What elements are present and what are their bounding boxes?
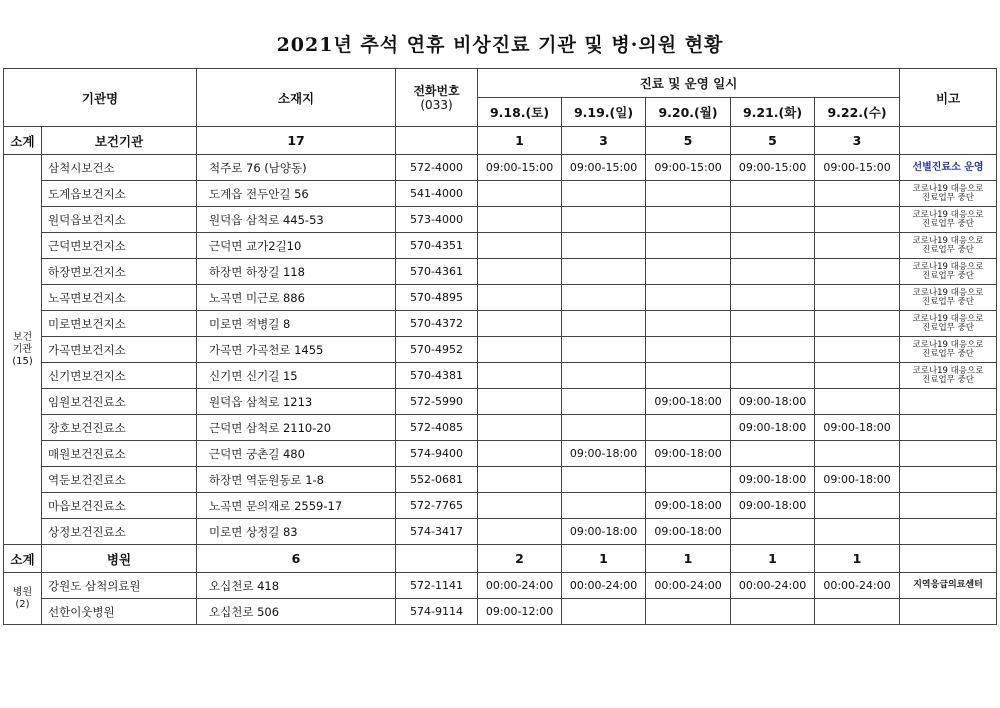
schedule-cell xyxy=(731,259,815,285)
schedule-cell: 09:00-18:00 xyxy=(646,493,731,519)
remarks-line: 코로나19 대응으로 xyxy=(912,183,984,194)
group-label-line: 병원 xyxy=(12,586,33,598)
health-group-label xyxy=(4,155,42,545)
schedule-cell: 09:00-15:00 xyxy=(478,155,562,181)
org-address: 척주로 76 (남양동) xyxy=(197,155,396,181)
org-name: 강원도 삼척의료원 xyxy=(42,573,197,599)
schedule-cell xyxy=(815,207,900,233)
org-phone: 541-4000 xyxy=(396,181,478,207)
org-phone: 572-5990 xyxy=(396,389,478,415)
org-phone: 574-9114 xyxy=(396,599,478,625)
schedule-cell: 09:00-15:00 xyxy=(815,155,900,181)
schedule-cell xyxy=(646,363,731,389)
org-phone: 573-4000 xyxy=(396,207,478,233)
remarks-line: 진료업무 중단 xyxy=(922,348,974,359)
remarks-cell xyxy=(900,493,997,519)
schedule-cell xyxy=(562,337,646,363)
health-subtotal-row xyxy=(4,127,997,155)
org-address: 신기면 신기길 15 xyxy=(197,363,396,389)
remarks-cell xyxy=(900,389,997,415)
schedule-cell xyxy=(731,599,815,625)
table-row xyxy=(4,337,997,363)
schedule-cell xyxy=(562,311,646,337)
remarks-line: 코로나19 대응으로 xyxy=(912,209,984,220)
header-phone-label: 전화번호 xyxy=(413,83,460,98)
schedule-cell xyxy=(815,285,900,311)
daily-count: 1 xyxy=(815,545,900,573)
group-label-line: 보건 xyxy=(12,331,33,343)
header-location: 소재지 xyxy=(197,69,396,127)
schedule-cell xyxy=(478,233,562,259)
org-name: 장호보건진료소 xyxy=(42,415,197,441)
schedule-cell xyxy=(815,599,900,625)
group-label-line: (15) xyxy=(12,355,33,367)
org-address: 오십천로 506 xyxy=(197,599,396,625)
org-name: 마읍보건진료소 xyxy=(42,493,197,519)
schedule-cell xyxy=(478,467,562,493)
schedule-cell xyxy=(478,441,562,467)
org-name: 삼척시보건소 xyxy=(42,155,197,181)
schedule-cell xyxy=(646,233,731,259)
schedule-cell xyxy=(815,233,900,259)
org-address: 오십천로 418 xyxy=(197,573,396,599)
header-schedule: 진료 및 운영 일시 xyxy=(478,69,900,98)
schedule-cell: 09:00-18:00 xyxy=(646,389,731,415)
daily-count: 3 xyxy=(562,127,646,155)
remarks-cell xyxy=(900,599,997,625)
org-address: 미로면 상정길 83 xyxy=(197,519,396,545)
schedule-cell xyxy=(478,311,562,337)
schedule-cell xyxy=(478,259,562,285)
table-row xyxy=(4,311,997,337)
schedule-cell xyxy=(562,467,646,493)
schedule-cell: 09:00-18:00 xyxy=(731,493,815,519)
org-name: 가곡면보건지소 xyxy=(42,337,197,363)
table-row xyxy=(4,181,997,207)
table-row xyxy=(4,389,997,415)
remarks-cell xyxy=(900,519,997,545)
schedule-cell xyxy=(562,363,646,389)
table-row xyxy=(4,155,997,181)
schedule-cell: 09:00-12:00 xyxy=(478,599,562,625)
schedule-cell: 09:00-15:00 xyxy=(731,155,815,181)
table-row xyxy=(4,207,997,233)
schedule-cell xyxy=(646,311,731,337)
subtotal-label: 소계 xyxy=(4,545,42,573)
remarks-cell xyxy=(900,181,997,207)
table-row xyxy=(4,467,997,493)
table-row xyxy=(4,415,997,441)
remarks-cell: 지역응급의료센터 xyxy=(900,573,997,599)
org-phone: 552-0681 xyxy=(396,467,478,493)
schedule-cell: 09:00-18:00 xyxy=(731,415,815,441)
schedule-cell xyxy=(815,363,900,389)
remarks-cell xyxy=(900,441,997,467)
remarks-cell xyxy=(900,259,997,285)
org-name: 원덕읍보건지소 xyxy=(42,207,197,233)
category-count: 17 xyxy=(197,127,396,155)
schedule-cell xyxy=(646,415,731,441)
schedule-cell xyxy=(646,259,731,285)
schedule-cell xyxy=(562,259,646,285)
remarks-cell xyxy=(900,337,997,363)
schedule-cell xyxy=(478,493,562,519)
schedule-cell xyxy=(815,311,900,337)
daily-count: 1 xyxy=(562,545,646,573)
remarks-cell xyxy=(900,467,997,493)
org-phone: 574-3417 xyxy=(396,519,478,545)
schedule-cell: 09:00-18:00 xyxy=(562,519,646,545)
schedule-cell: 00:00-24:00 xyxy=(731,573,815,599)
emergency-clinic-table xyxy=(3,68,997,625)
hospital-subtotal-row xyxy=(4,545,997,573)
schedule-cell xyxy=(815,389,900,415)
org-address: 근덕면 교가2길10 xyxy=(197,233,396,259)
schedule-cell: 09:00-18:00 xyxy=(562,441,646,467)
remarks-line: 코로나19 대응으로 xyxy=(912,313,984,324)
schedule-cell xyxy=(815,493,900,519)
remarks-cell xyxy=(900,415,997,441)
header-date: 9.18.(토) xyxy=(478,98,562,127)
schedule-cell xyxy=(731,519,815,545)
org-phone: 570-4351 xyxy=(396,233,478,259)
org-address: 도계읍 전두안길 56 xyxy=(197,181,396,207)
remarks-line: 코로나19 대응으로 xyxy=(912,261,984,272)
schedule-cell xyxy=(731,181,815,207)
schedule-cell xyxy=(815,441,900,467)
org-address: 근덕면 궁촌길 480 xyxy=(197,441,396,467)
remarks-cell xyxy=(900,311,997,337)
schedule-cell: 09:00-18:00 xyxy=(731,389,815,415)
header-date: 9.21.(화) xyxy=(731,98,815,127)
table-row xyxy=(4,573,997,599)
schedule-cell: 09:00-15:00 xyxy=(562,155,646,181)
category-label: 보건기관 xyxy=(42,127,197,155)
org-phone: 572-4085 xyxy=(396,415,478,441)
schedule-cell: 09:00-18:00 xyxy=(815,415,900,441)
group-label-line: (2) xyxy=(15,598,30,610)
schedule-cell xyxy=(815,337,900,363)
org-address: 근덕면 삼척로 2110-20 xyxy=(197,415,396,441)
header-date: 9.19.(일) xyxy=(562,98,646,127)
schedule-cell xyxy=(478,337,562,363)
remarks-line: 진료업무 중단 xyxy=(922,244,974,255)
org-phone: 570-4381 xyxy=(396,363,478,389)
schedule-cell: 09:00-18:00 xyxy=(815,467,900,493)
org-address: 원덕읍 삼척로 445-53 xyxy=(197,207,396,233)
schedule-cell xyxy=(646,337,731,363)
remarks-cell xyxy=(900,207,997,233)
daily-count: 5 xyxy=(646,127,731,155)
schedule-cell xyxy=(731,337,815,363)
daily-count: 2 xyxy=(478,545,562,573)
org-name: 미로면보건지소 xyxy=(42,311,197,337)
org-address: 노곡면 미근로 886 xyxy=(197,285,396,311)
remarks-line: 코로나19 대응으로 xyxy=(912,365,984,376)
daily-count: 1 xyxy=(646,545,731,573)
org-name: 신기면보건지소 xyxy=(42,363,197,389)
org-name: 근덕면보건지소 xyxy=(42,233,197,259)
org-address: 가곡면 가곡천로 1455 xyxy=(197,337,396,363)
schedule-cell: 09:00-18:00 xyxy=(646,441,731,467)
empty-cell xyxy=(900,545,997,573)
schedule-cell xyxy=(815,181,900,207)
header-date: 9.22.(수) xyxy=(815,98,900,127)
schedule-cell: 00:00-24:00 xyxy=(815,573,900,599)
schedule-cell xyxy=(562,493,646,519)
schedule-cell xyxy=(478,519,562,545)
org-phone: 572-4000 xyxy=(396,155,478,181)
remarks-cell xyxy=(900,285,997,311)
schedule-cell xyxy=(562,389,646,415)
empty-cell xyxy=(900,127,997,155)
daily-count: 1 xyxy=(731,545,815,573)
schedule-cell: 00:00-24:00 xyxy=(562,573,646,599)
schedule-cell xyxy=(731,441,815,467)
daily-count: 1 xyxy=(478,127,562,155)
schedule-cell xyxy=(478,207,562,233)
org-phone: 570-4895 xyxy=(396,285,478,311)
table-row xyxy=(4,519,997,545)
org-address: 하장면 역둔원동로 1-8 xyxy=(197,467,396,493)
schedule-cell xyxy=(478,181,562,207)
org-phone: 570-4952 xyxy=(396,337,478,363)
org-phone: 572-1141 xyxy=(396,573,478,599)
org-name: 도계읍보건지소 xyxy=(42,181,197,207)
header-org-name: 기관명 xyxy=(4,69,197,127)
schedule-cell xyxy=(478,389,562,415)
schedule-cell xyxy=(562,181,646,207)
remarks-line: 진료업무 중단 xyxy=(922,296,974,307)
schedule-cell xyxy=(562,285,646,311)
schedule-cell xyxy=(731,363,815,389)
org-phone: 574-9400 xyxy=(396,441,478,467)
table-row xyxy=(4,259,997,285)
remarks-line: 진료업무 중단 xyxy=(922,218,974,229)
header-phone xyxy=(396,69,478,127)
header-date: 9.20.(월) xyxy=(646,98,731,127)
subtotal-label: 소계 xyxy=(4,127,42,155)
empty-cell xyxy=(396,545,478,573)
org-phone: 570-4361 xyxy=(396,259,478,285)
schedule-cell xyxy=(478,363,562,389)
remarks-line: 코로나19 대응으로 xyxy=(912,235,984,246)
table-row xyxy=(4,599,997,625)
remarks-cell xyxy=(900,363,997,389)
schedule-cell: 09:00-15:00 xyxy=(646,155,731,181)
category-label: 병원 xyxy=(42,545,197,573)
table-row xyxy=(4,493,997,519)
schedule-cell xyxy=(646,207,731,233)
remarks-line: 진료업무 중단 xyxy=(922,270,974,281)
header-phone-area: (033) xyxy=(420,97,453,112)
org-phone: 572-7765 xyxy=(396,493,478,519)
org-name: 매원보건진료소 xyxy=(42,441,197,467)
remarks-cell xyxy=(900,233,997,259)
org-name: 하장면보건지소 xyxy=(42,259,197,285)
table-row xyxy=(4,441,997,467)
group-label-line: 기관 xyxy=(12,343,33,355)
schedule-cell xyxy=(731,311,815,337)
table-row xyxy=(4,285,997,311)
org-address: 노곡면 문의재로 2559-17 xyxy=(197,493,396,519)
table-row xyxy=(4,233,997,259)
daily-count: 3 xyxy=(815,127,900,155)
schedule-cell xyxy=(646,285,731,311)
remarks-line: 진료업무 중단 xyxy=(922,192,974,203)
hospital-group-label xyxy=(4,573,42,625)
org-name: 임원보건진료소 xyxy=(42,389,197,415)
org-address: 하장면 하장길 118 xyxy=(197,259,396,285)
schedule-cell xyxy=(646,467,731,493)
schedule-cell xyxy=(815,259,900,285)
schedule-cell xyxy=(562,415,646,441)
remarks-line: 코로나19 대응으로 xyxy=(912,287,984,298)
schedule-cell xyxy=(562,207,646,233)
org-address: 미로면 적병길 8 xyxy=(197,311,396,337)
schedule-cell xyxy=(731,233,815,259)
schedule-cell xyxy=(478,415,562,441)
org-name: 선한이웃병원 xyxy=(42,599,197,625)
schedule-cell xyxy=(731,285,815,311)
schedule-cell xyxy=(562,233,646,259)
schedule-cell xyxy=(478,285,562,311)
schedule-cell xyxy=(646,599,731,625)
empty-cell xyxy=(396,127,478,155)
schedule-cell xyxy=(731,207,815,233)
org-name: 역둔보건진료소 xyxy=(42,467,197,493)
category-count: 6 xyxy=(197,545,396,573)
schedule-cell xyxy=(562,599,646,625)
schedule-cell: 09:00-18:00 xyxy=(731,467,815,493)
daily-count: 5 xyxy=(731,127,815,155)
org-address: 원덕읍 삼척로 1213 xyxy=(197,389,396,415)
page-title: 2021년 추석 연휴 비상진료 기관 및 병·의원 현황 xyxy=(276,34,724,56)
org-phone: 570-4372 xyxy=(396,311,478,337)
schedule-cell: 00:00-24:00 xyxy=(646,573,731,599)
schedule-cell: 00:00-24:00 xyxy=(478,573,562,599)
schedule-cell: 09:00-18:00 xyxy=(646,519,731,545)
header-remarks: 비고 xyxy=(900,69,997,127)
table-row xyxy=(4,363,997,389)
schedule-cell xyxy=(646,181,731,207)
remarks-line: 진료업무 중단 xyxy=(922,374,974,385)
remarks-line: 코로나19 대응으로 xyxy=(912,339,984,350)
remarks-cell: 선별진료소 운영 xyxy=(900,155,997,181)
org-name: 상정보건진료소 xyxy=(42,519,197,545)
schedule-cell xyxy=(815,519,900,545)
remarks-line: 진료업무 중단 xyxy=(922,322,974,333)
org-name: 노곡면보건지소 xyxy=(42,285,197,311)
